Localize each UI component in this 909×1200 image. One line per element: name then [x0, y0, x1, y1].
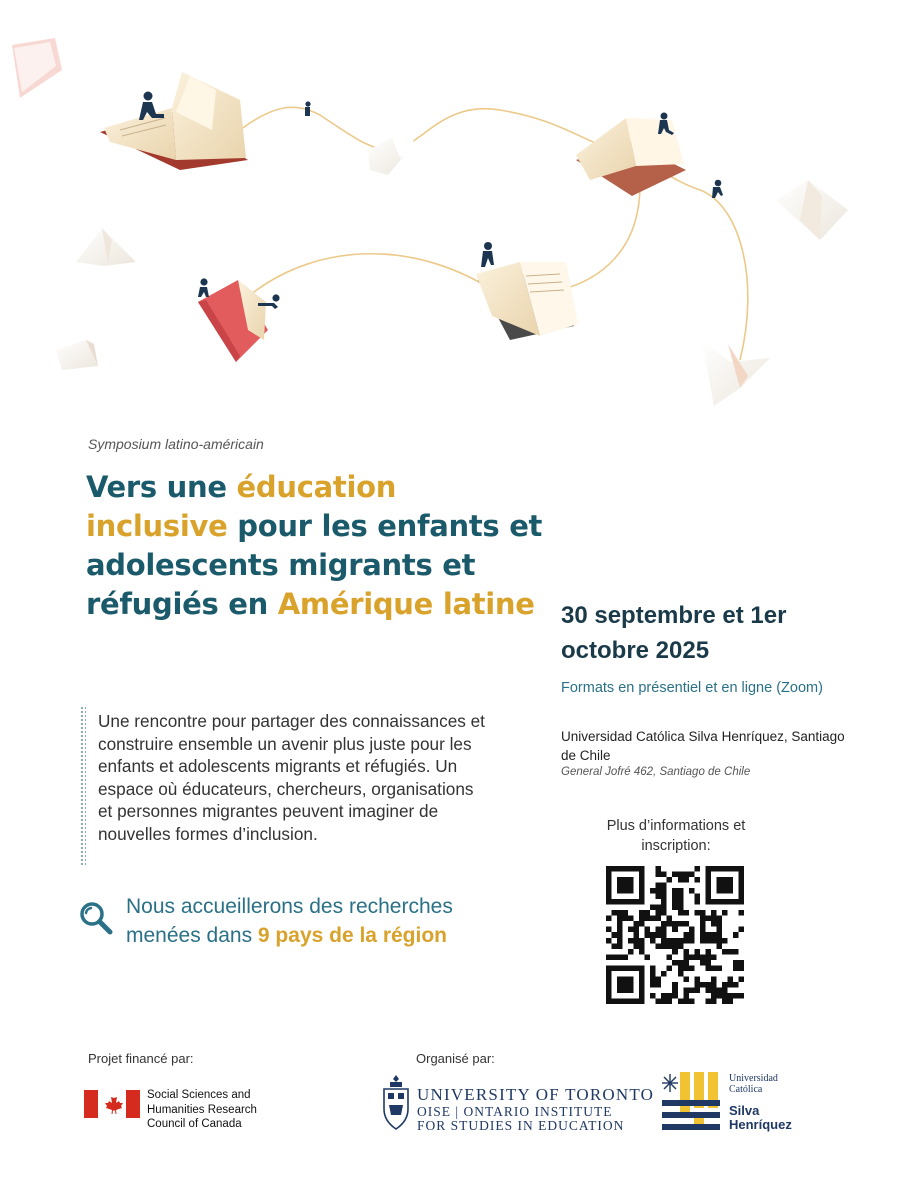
qr-module — [672, 899, 678, 905]
qr-module — [672, 943, 678, 949]
qr-module — [694, 877, 700, 883]
funded-by-label: Projet financé par: — [88, 1051, 194, 1066]
qr-module — [689, 927, 695, 933]
qr-module — [716, 993, 722, 999]
qr-finder — [617, 976, 634, 993]
qr-module — [606, 938, 612, 944]
qr-module — [711, 921, 717, 927]
person-figure-icon — [305, 101, 311, 116]
qr-module — [694, 954, 700, 960]
qr-module — [678, 888, 684, 894]
qr-module — [656, 872, 662, 878]
qr-module — [733, 932, 739, 938]
qr-module — [672, 927, 678, 933]
qr-module — [705, 998, 711, 1004]
qr-module — [683, 976, 689, 982]
qr-finder — [617, 877, 634, 894]
qr-module — [628, 927, 634, 933]
qr-module — [722, 982, 728, 988]
qr-module — [617, 932, 623, 938]
qr-module — [639, 943, 645, 949]
qr-module — [634, 932, 640, 938]
qr-module — [700, 938, 706, 944]
research-text: Nous accueillerons des recherches menées dans — [126, 895, 453, 947]
book-icon — [12, 38, 62, 98]
qr-module — [645, 932, 651, 938]
book-icon — [476, 262, 578, 340]
qr-module — [656, 905, 662, 911]
qr-module — [689, 998, 695, 1004]
qr-module — [683, 872, 689, 878]
qr-module — [661, 971, 667, 977]
qr-module — [733, 982, 739, 988]
qr-module — [683, 921, 689, 927]
qr-module — [683, 949, 689, 955]
book-icon — [576, 118, 686, 196]
qr-module — [727, 998, 733, 1004]
qr-module — [672, 987, 678, 993]
qr-module — [716, 938, 722, 944]
qr-module — [617, 921, 623, 927]
qr-finder — [716, 877, 733, 894]
qr-module — [617, 938, 623, 944]
qr-module — [689, 965, 695, 971]
person-figure-icon — [198, 278, 209, 297]
qr-module — [672, 921, 678, 927]
sshrc-name: Social Sciences and Humanities Research Council of Canada — [147, 1089, 257, 1130]
qr-module — [667, 943, 673, 949]
qr-module — [683, 932, 689, 938]
qr-module — [683, 965, 689, 971]
qr-module — [678, 943, 684, 949]
event-venue: Universidad Católica Silva Henríquez, Santiago de Chile — [561, 729, 845, 763]
qr-module — [639, 949, 645, 955]
qr-module — [634, 927, 640, 933]
qr-module — [700, 954, 706, 960]
qr-module — [716, 921, 722, 927]
qr-module — [672, 993, 678, 999]
qr-module — [705, 960, 711, 966]
qr-module — [694, 982, 700, 988]
qr-module — [694, 866, 700, 872]
qr-module — [628, 938, 634, 944]
qr-module — [711, 954, 717, 960]
qr-module — [667, 916, 673, 922]
qr-module — [716, 943, 722, 949]
book-icon — [76, 228, 136, 266]
book-icon — [100, 72, 248, 170]
qr-module — [645, 954, 651, 960]
qr-module — [628, 916, 634, 922]
qr-module — [738, 910, 744, 916]
qr-module — [733, 965, 739, 971]
qr-module — [672, 938, 678, 944]
qr-module — [683, 954, 689, 960]
qr-module — [672, 960, 678, 966]
qr-module — [623, 910, 629, 916]
qr-module — [656, 982, 662, 988]
qr-module — [656, 976, 662, 982]
qr-module — [705, 932, 711, 938]
uoft-name: UNIVERSITY OF TORONTO — [417, 1085, 655, 1104]
qr-module — [738, 960, 744, 966]
qr-module — [722, 938, 728, 944]
qr-module — [722, 910, 728, 916]
title-highlight: éducation inclusive — [86, 470, 397, 543]
qr-module — [694, 894, 700, 900]
qr-module — [672, 949, 678, 955]
qr-module — [650, 938, 656, 944]
qr-module — [711, 998, 717, 1004]
dotted-divider — [80, 706, 86, 866]
qr-module — [667, 877, 673, 883]
uoft-oise: OISE | ONTARIO INSTITUTE — [417, 1104, 613, 1119]
uoft-crest-icon — [381, 1073, 411, 1131]
qr-module — [711, 993, 717, 999]
qr-module — [661, 938, 667, 944]
qr-module — [738, 993, 744, 999]
qr-module — [606, 954, 612, 960]
qr-module — [700, 960, 706, 966]
registration-label: Plus d’informations et inscription: — [606, 818, 746, 854]
qr-module — [678, 965, 684, 971]
person-figure-icon — [139, 92, 164, 121]
qr-module — [634, 921, 640, 927]
qr-module — [716, 987, 722, 993]
qr-module — [661, 883, 667, 889]
ucsh-logo-icon — [662, 1070, 724, 1134]
qr-module — [667, 921, 673, 927]
qr-module — [705, 949, 711, 955]
qr-module — [711, 916, 717, 922]
qr-module — [672, 872, 678, 878]
qr-module — [705, 965, 711, 971]
qr-module — [678, 971, 684, 977]
qr-module — [738, 965, 744, 971]
qr-module — [711, 932, 717, 938]
qr-module — [617, 910, 623, 916]
qr-module — [667, 965, 673, 971]
qr-module — [700, 921, 706, 927]
qr-module — [667, 998, 673, 1004]
qr-module — [639, 921, 645, 927]
qr-module — [650, 993, 656, 999]
qr-module — [656, 916, 662, 922]
qr-module — [689, 987, 695, 993]
qr-module — [700, 932, 706, 938]
qr-module — [606, 916, 612, 922]
qr-module — [716, 916, 722, 922]
qr-module — [612, 943, 618, 949]
qr-module — [705, 954, 711, 960]
qr-module — [722, 998, 728, 1004]
qr-module — [650, 965, 656, 971]
qr-module — [683, 998, 689, 1004]
research-highlight: 9 pays de la région — [257, 924, 447, 947]
qr-module — [694, 899, 700, 905]
qr-module — [733, 949, 739, 955]
qr-module — [727, 982, 733, 988]
qr-module — [606, 927, 612, 933]
qr-module — [617, 954, 623, 960]
qr-module — [694, 910, 700, 916]
qr-module — [672, 894, 678, 900]
event-address: General Jofré 462, Santiago de Chile — [561, 766, 751, 778]
qr-module — [694, 976, 700, 982]
hero-illustration — [0, 0, 909, 420]
qr-module — [639, 910, 645, 916]
qr-module — [678, 938, 684, 944]
qr-module — [656, 888, 662, 894]
qr-module — [639, 916, 645, 922]
title-highlight: Amérique latine — [277, 587, 535, 621]
qr-module — [683, 960, 689, 966]
qr-module — [623, 916, 629, 922]
qr-module — [711, 910, 717, 916]
qr-module — [617, 927, 623, 933]
qr-module — [672, 982, 678, 988]
qr-module — [634, 943, 640, 949]
qr-module — [650, 888, 656, 894]
qr-module — [612, 932, 618, 938]
qr-module — [617, 943, 623, 949]
qr-module — [727, 993, 733, 999]
qr-module — [722, 949, 728, 955]
qr-module — [683, 877, 689, 883]
ucsh-university: Universidad Católica — [729, 1073, 778, 1095]
qr-module — [661, 899, 667, 905]
qr-module — [700, 927, 706, 933]
qr-module — [650, 932, 656, 938]
qr-module — [656, 998, 662, 1004]
qr-module — [650, 905, 656, 911]
qr-module — [661, 943, 667, 949]
qr-module — [612, 954, 618, 960]
qr-module — [661, 932, 667, 938]
qr-module — [694, 987, 700, 993]
qr-module — [661, 905, 667, 911]
qr-module — [661, 993, 667, 999]
qr-module — [711, 987, 717, 993]
qr-module — [727, 976, 733, 982]
qr-module — [738, 927, 744, 933]
uoft-studies: FOR STUDIES IN EDUCATION — [417, 1118, 625, 1133]
qr-module — [661, 921, 667, 927]
qr-module — [705, 982, 711, 988]
intro-paragraph: Une rencontre pour partager des connaissances et construire ensemble un avenir plus juste pour les enfants et adolescents migrants et réfugiés. Un espace où éducateurs, chercheurs, organisations et personnes migrantes peuvent imaginer de nouvelles formes d’inclusion. — [98, 711, 485, 844]
qr-module — [650, 971, 656, 977]
qr-module — [678, 921, 684, 927]
qr-module — [689, 872, 695, 878]
qr-module — [656, 866, 662, 872]
qr-module — [656, 943, 662, 949]
qr-module — [672, 905, 678, 911]
person-figure-icon — [481, 242, 494, 267]
qr-module — [722, 987, 728, 993]
qr-module — [678, 998, 684, 1004]
qr-module — [645, 927, 651, 933]
qr-module — [700, 910, 706, 916]
qr-module — [689, 932, 695, 938]
event-eyebrow: Symposium latino-américain — [88, 436, 264, 452]
qr-module — [678, 877, 684, 883]
qr-module — [661, 910, 667, 916]
qr-module — [667, 954, 673, 960]
qr-module — [711, 965, 717, 971]
organized-by-label: Organisé par: — [416, 1051, 495, 1066]
qr-module — [617, 916, 623, 922]
qr-module — [683, 938, 689, 944]
qr-module — [650, 916, 656, 922]
event-formats: Formats en présentiel et en ligne (Zoom) — [561, 680, 823, 696]
person-figure-icon — [712, 180, 723, 198]
qr-module — [733, 960, 739, 966]
qr-module — [639, 938, 645, 944]
qr-module — [711, 976, 717, 982]
qr-module — [612, 910, 618, 916]
book-icon — [56, 340, 98, 370]
qr-module — [694, 949, 700, 955]
qr-module — [678, 872, 684, 878]
magnifier-icon — [78, 900, 114, 936]
qr-module — [705, 916, 711, 922]
qr-module — [689, 938, 695, 944]
qr-module — [650, 976, 656, 982]
qr-module — [683, 987, 689, 993]
book-icon — [702, 340, 770, 406]
qr-module — [656, 894, 662, 900]
registration-qr-code[interactable] — [606, 866, 744, 1004]
book-icon — [198, 280, 268, 362]
book-icon — [776, 180, 848, 240]
qr-module — [683, 910, 689, 916]
research-countries — [126, 892, 506, 950]
qr-module — [656, 910, 662, 916]
qr-module — [661, 998, 667, 1004]
qr-module — [634, 938, 640, 944]
event-dates: 30 septembre et 1er octobre 2025 — [561, 602, 787, 664]
qr-module — [656, 927, 662, 933]
qr-module — [683, 993, 689, 999]
qr-module — [738, 976, 744, 982]
qr-module — [623, 954, 629, 960]
qr-module — [711, 938, 717, 944]
qr-module — [716, 965, 722, 971]
qr-module — [700, 982, 706, 988]
qr-module — [661, 888, 667, 894]
qr-module — [650, 982, 656, 988]
qr-module — [656, 932, 662, 938]
qr-module — [705, 938, 711, 944]
qr-module — [678, 905, 684, 911]
qr-module — [678, 960, 684, 966]
qr-module — [661, 894, 667, 900]
qr-module — [678, 899, 684, 905]
qr-module — [727, 949, 733, 955]
qr-module — [716, 927, 722, 933]
qr-module — [705, 987, 711, 993]
qr-module — [678, 894, 684, 900]
qr-module — [661, 872, 667, 878]
page-title — [86, 468, 546, 624]
qr-module — [689, 888, 695, 894]
qr-module — [689, 954, 695, 960]
qr-module — [645, 916, 651, 922]
qr-module — [716, 932, 722, 938]
qr-module — [711, 982, 717, 988]
qr-module — [672, 888, 678, 894]
qr-module — [667, 993, 673, 999]
qr-module — [733, 993, 739, 999]
qr-module — [700, 916, 706, 922]
title-part: pour les enfants et adolescents migrants et réfugiés en — [86, 509, 543, 621]
qr-module — [656, 883, 662, 889]
qr-module — [661, 927, 667, 933]
title-part: Vers une — [86, 470, 237, 504]
qr-module — [645, 910, 651, 916]
qr-module — [628, 949, 634, 955]
qr-module — [722, 993, 728, 999]
ucsh-name: Silva Henríquez — [729, 1103, 792, 1132]
canada-flag-icon — [84, 1090, 140, 1118]
qr-module — [667, 938, 673, 944]
qr-module — [678, 910, 684, 916]
book-icon — [368, 120, 414, 175]
